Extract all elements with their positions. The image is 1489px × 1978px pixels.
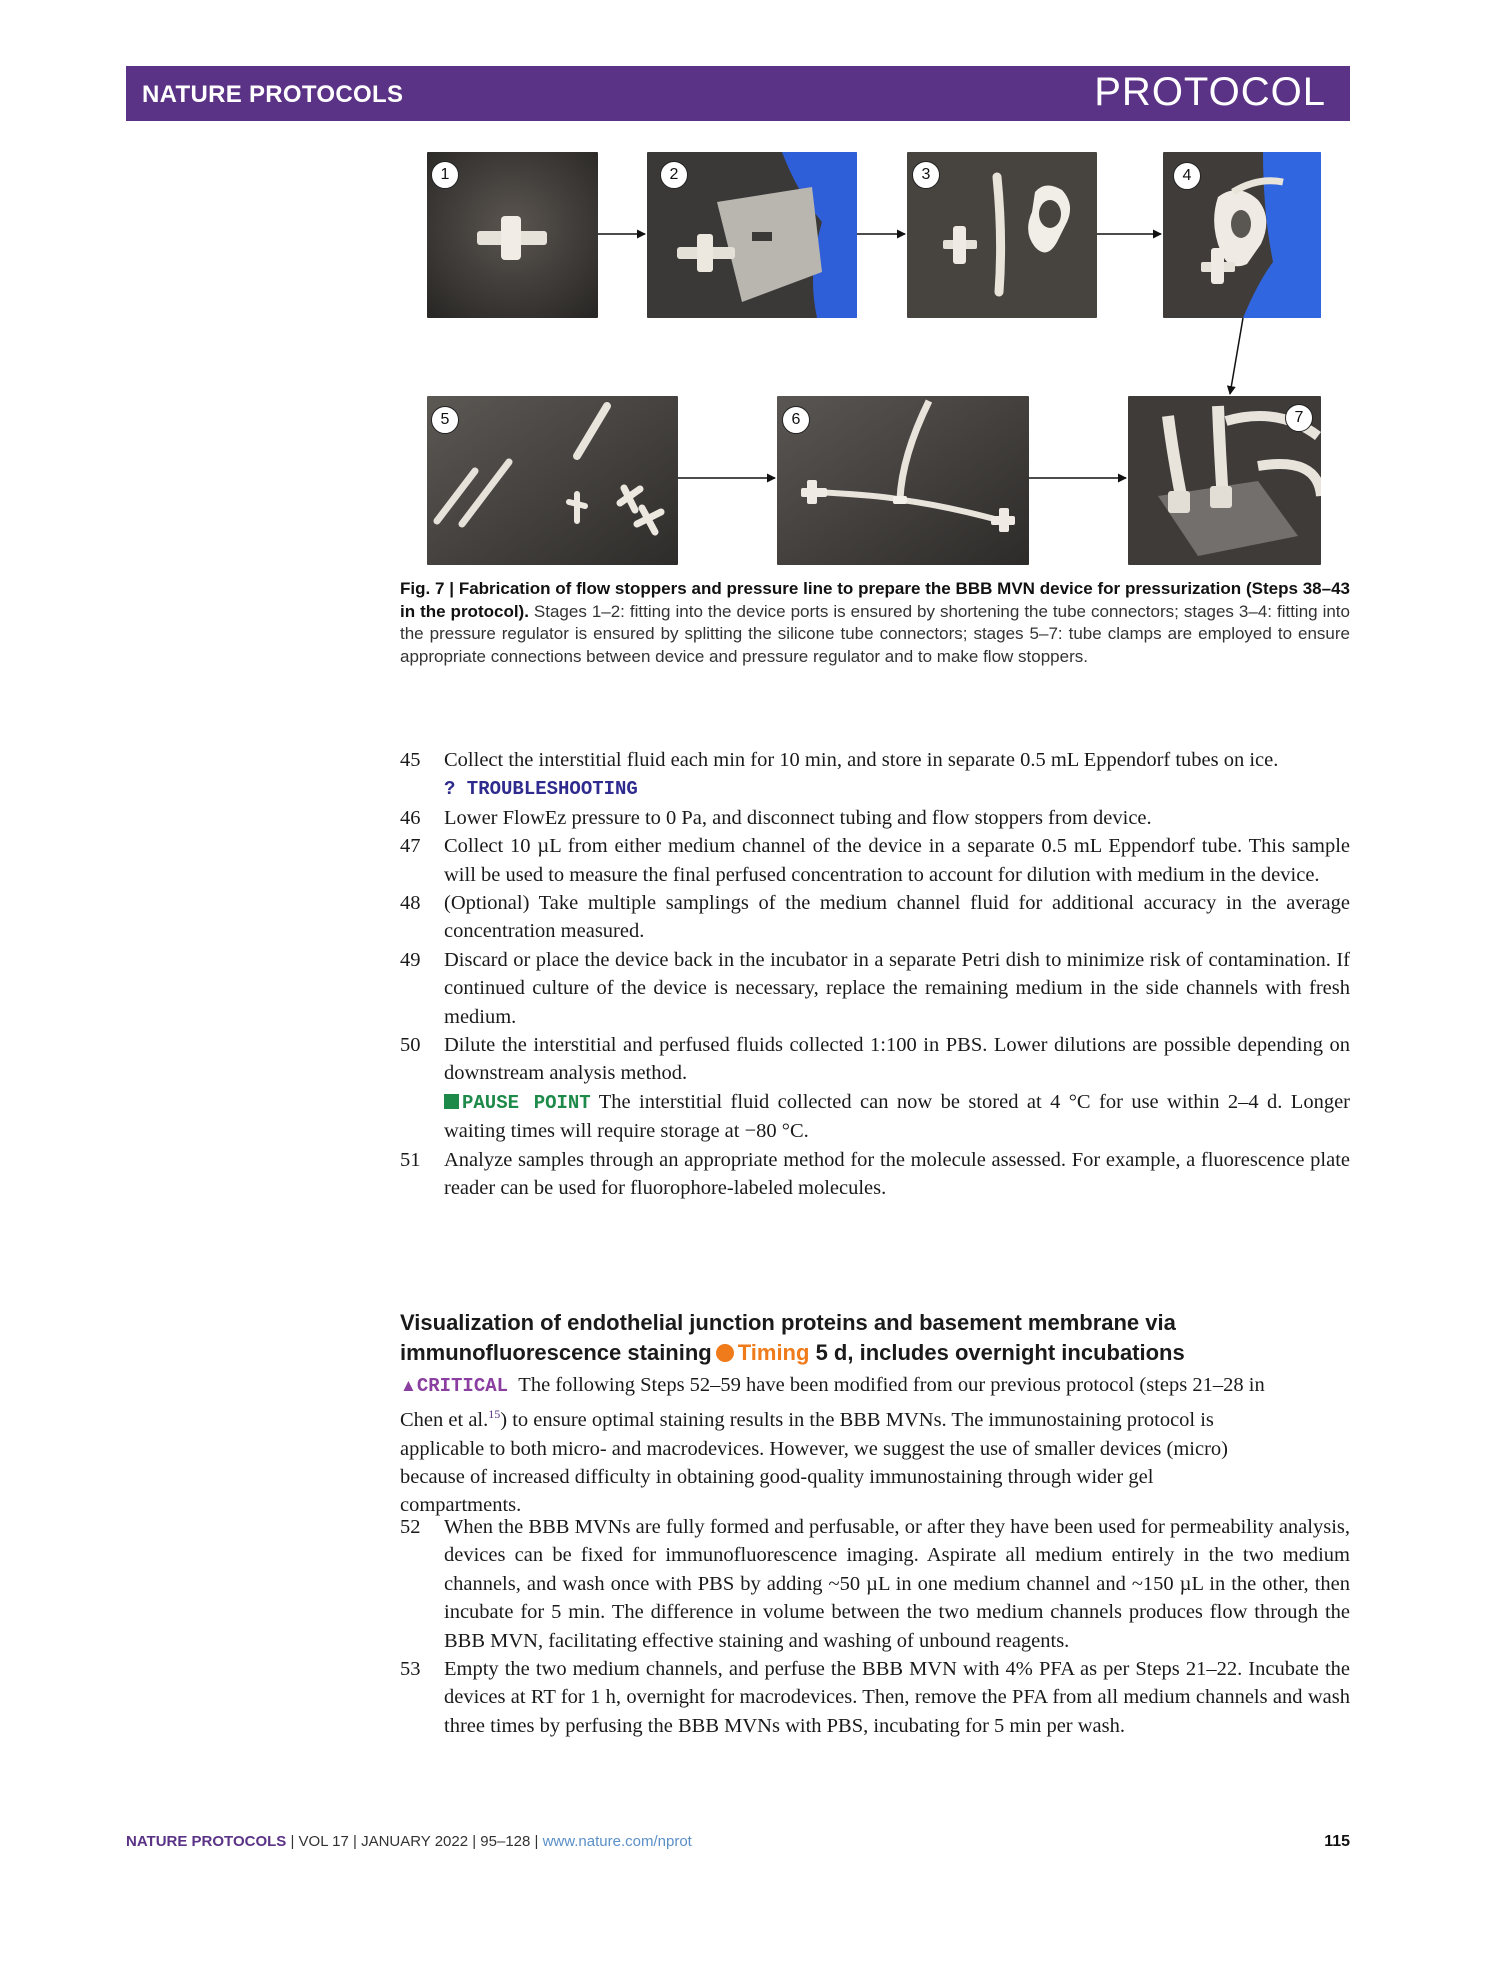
stage-5-photo xyxy=(427,396,678,565)
critical-text-line-3: applicable to both micro- and macrodevices. However, we suggest the use of smaller devices (micro) xyxy=(400,1437,1228,1460)
page-number: 115 xyxy=(1324,1833,1350,1850)
timing-icon xyxy=(716,1344,734,1362)
stage-number: 4 xyxy=(1173,162,1201,190)
step-text: When the BBB MVNs are fully formed and perfusable, or after they have been used for permeability analysis, devices can be fixed for immunofluorescence imaging. Aspirate all medium entirely in the two medium channels, and wash once with PBS by adding ~50 µL in one medium channel and ~150 µL in the other, then incubate for 5 min. The difference in volume between the two medium channels produces flow through the BBB MVN, facilitating effective staining and washing of unbound reagents. xyxy=(444,1516,1350,1652)
pause-point-text: The interstitial fluid collected can now be stored at 4 °C for use within 2–4 d. Longer waiting times will require storage at −80 °C. xyxy=(444,1090,1350,1143)
step-text: Analyze samples through an appropriate method for the molecule assessed. For example, a fluorescence plate reader can be used for fluorophore-labeled molecules. xyxy=(444,1148,1350,1200)
subheading-line-1: Visualization of endothelial junction proteins and basement membrane via xyxy=(400,1310,1176,1335)
reference-link[interactable]: 15 xyxy=(488,1407,501,1422)
stage-6-photo xyxy=(777,396,1029,565)
stage-number: 2 xyxy=(660,161,688,189)
step-51 xyxy=(400,1146,1350,1203)
step-53 xyxy=(400,1655,1350,1740)
footer-meta: | VOL 17 | JANUARY 2022 | 95–128 | xyxy=(286,1833,543,1850)
steps-52-53 xyxy=(400,1513,1350,1740)
step-49 xyxy=(400,946,1350,1031)
critical-text-line-4: because of increased difficulty in obtaining good-quality immunostaining through wider gel xyxy=(400,1466,1154,1489)
footer-url-link[interactable]: www.nature.com/nprot xyxy=(542,1833,692,1850)
troubleshooting-link[interactable]: ? TROUBLESHOOTING xyxy=(444,778,638,801)
critical-note xyxy=(400,1371,1350,1520)
pause-point-icon xyxy=(444,1094,459,1109)
step-text: (Optional) Take multiple samplings of the medium channel fluid for additional accuracy in the average concentration measured. xyxy=(444,892,1350,943)
subheading-line-2: immunofluorescence staining xyxy=(400,1340,712,1365)
critical-triangle-icon: ▲ xyxy=(400,1376,417,1395)
journal-title: NATURE PROTOCOLS xyxy=(142,81,404,108)
step-number: 46 xyxy=(400,806,421,829)
step-47 xyxy=(400,832,1350,889)
running-footer xyxy=(126,1833,1350,1850)
pause-point-label: PAUSE POINT xyxy=(462,1091,591,1114)
caption-title: Fig. 7 | Fabrication of flow stoppers and pressure line to prepare the BBB MVN device for pressurization (Steps 38–43 in the protocol). xyxy=(400,579,1350,621)
step-text: Empty the two medium channels, and perfuse the BBB MVN with 4% PFA as per Steps 21–22. Incubate the devices at RT for 1 h, overnight for macrodevices. Then, remove the PFA from all medium channels and wash three times by perfusing the BBB MVNs with PBS, incubating for 5 min per wash. xyxy=(444,1658,1350,1737)
steps-45-51 xyxy=(400,746,1350,1203)
stage-5-image xyxy=(427,396,678,565)
step-text: Discard or place the device back in the incubator in a separate Petri dish to minimize risk of contamination. If continued culture of the device is necessary, replace the remaining medium in the side channels with fresh medium. xyxy=(444,948,1350,1028)
critical-text-citation: Chen et al. xyxy=(400,1409,489,1432)
step-50 xyxy=(400,1031,1350,1146)
stage-1-photo xyxy=(427,152,598,318)
step-number: 53 xyxy=(400,1658,421,1681)
caption-body: Stages 1–2: fitting into the device ports is ensured by shortening the tube connectors; stages 3–4: fitting into the pressure regulator is ensured by splitting the silicone tube connectors; stages 5–7: tube clamps are employed to ensure appropriate connections between device and pressure regulator and to make flow stoppers. xyxy=(400,601,1350,666)
critical-text-line-5: compartments. xyxy=(400,1494,522,1517)
step-number: 49 xyxy=(400,948,421,971)
step-text: Collect 10 µL from either medium channel of the device in a separate 0.5 mL Eppendorf tube. This sample will be used to measure the final perfused concentration to account for dilution with medium in the device. xyxy=(444,835,1350,886)
arrow-4-7 xyxy=(1230,318,1243,394)
stage-7-photo xyxy=(1128,396,1321,565)
stage-number: 7 xyxy=(1285,404,1313,432)
step-number: 47 xyxy=(400,835,421,858)
step-52 xyxy=(400,1513,1350,1655)
stage-number: 1 xyxy=(431,161,459,189)
running-header xyxy=(126,66,1350,121)
stage-number: 6 xyxy=(782,406,810,434)
step-text: Collect the interstitial fluid each min for 10 min, and store in separate 0.5 mL Eppendorf tubes on ice. xyxy=(444,749,1279,771)
critical-label: CRITICAL xyxy=(416,1375,509,1397)
figure-caption xyxy=(400,578,1350,668)
stage-6-image xyxy=(777,396,1029,565)
step-46 xyxy=(400,804,1350,832)
stage-number: 3 xyxy=(912,161,940,189)
timing-value: 5 d, includes overnight incubations xyxy=(815,1340,1185,1365)
critical-text-line-2: ) to ensure optimal staining results in the BBB MVNs. The immunostaining protocol is xyxy=(500,1409,1214,1432)
step-text: Lower FlowEz pressure to 0 Pa, and disconnect tubing and flow stoppers from device. xyxy=(444,806,1152,829)
section-subheading xyxy=(400,1308,1300,1368)
stage-3-photo xyxy=(907,152,1097,318)
step-number: 45 xyxy=(400,749,421,771)
stage-2-photo xyxy=(647,152,857,318)
step-number: 52 xyxy=(400,1516,421,1538)
stage-4-photo xyxy=(1163,152,1321,318)
step-number: 50 xyxy=(400,1034,421,1057)
step-45 xyxy=(400,746,1350,804)
section-label: PROTOCOL xyxy=(1094,70,1326,114)
step-48 xyxy=(400,889,1350,946)
critical-text-line-1: The following Steps 52–59 have been modified from our previous protocol (steps 21–28 in xyxy=(518,1374,1265,1396)
timing-label: Timing xyxy=(737,1340,810,1365)
stage-number: 5 xyxy=(431,406,459,434)
step-number: 48 xyxy=(400,892,421,915)
step-text: Dilute the interstitial and perfused fluids collected 1:100 in PBS. Lower dilutions are possible depending on downstream analysis method. xyxy=(444,1034,1350,1085)
step-number: 51 xyxy=(400,1148,421,1171)
footer-journal: NATURE PROTOCOLS xyxy=(126,1833,287,1850)
